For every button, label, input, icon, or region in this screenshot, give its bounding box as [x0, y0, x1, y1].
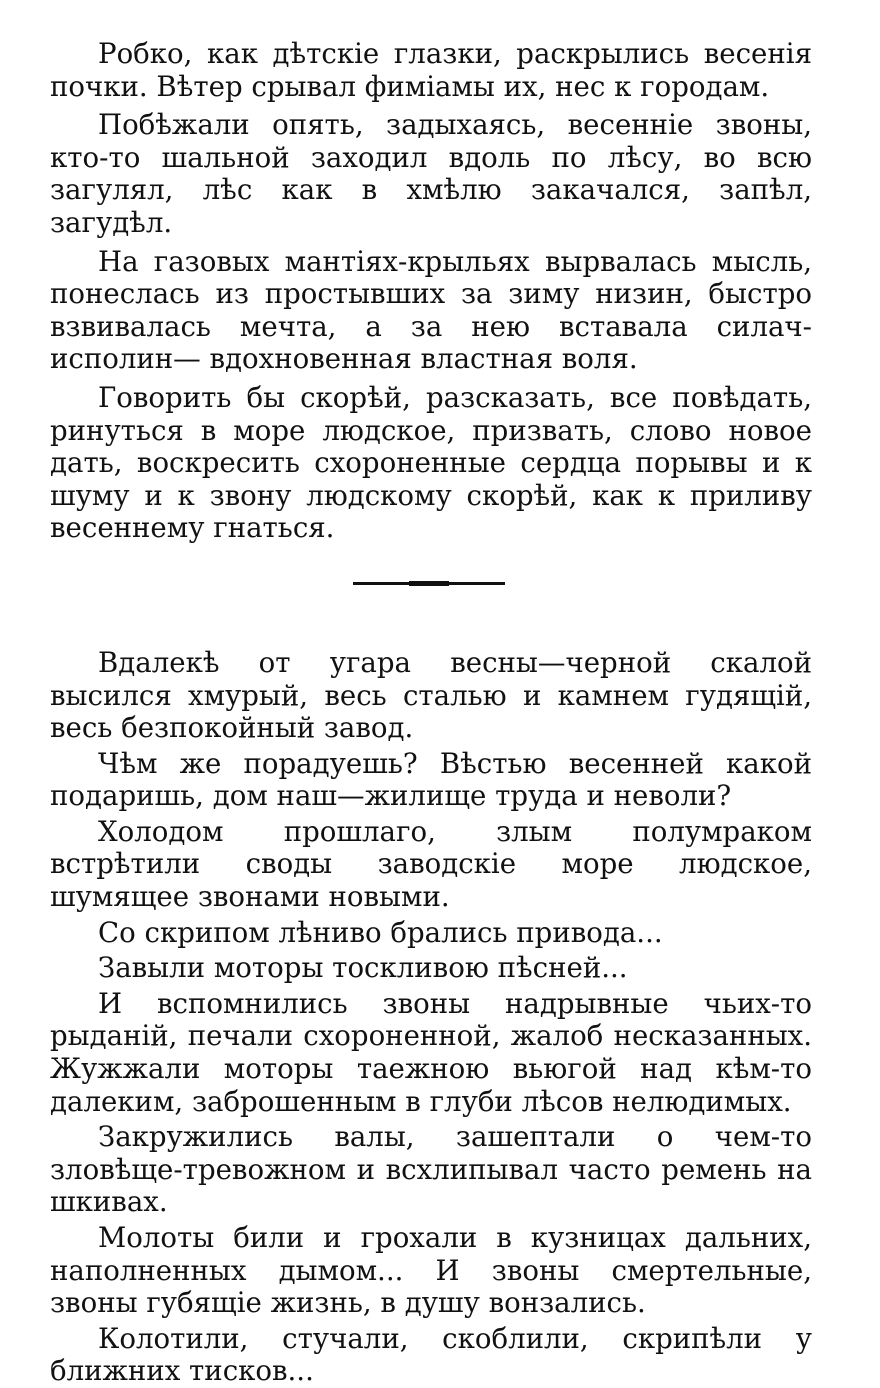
paragraph: Побѣжали опять, задыхаясь, весенніе звоны, кто-то шальной заходил вдоль по лѣсу, во всю загулял, лѣс как в хмѣлю закачался, запѣл, загудѣл.	[50, 108, 812, 239]
paragraph: И вспомнились звоны надрывные чьих-то рыданій, печали схороненной, жалоб несказанных. Жужжали моторы таежною вьюгой над кѣм-то далеким, заброшенным в глуби лѣсов нелюдимых.	[50, 986, 812, 1118]
paragraph: Вдалекѣ от угара весны—черной скалой высился хмурый, весь сталью и камнем гудящій, весь безпокойный завод.	[50, 645, 812, 745]
paragraph: Завыли моторы тоскливою пѣсней...	[98, 951, 628, 985]
paragraph: Холодом прошлаго, злым полумраком встрѣтили своды заводскіе море людское, шумящее звонами новыми.	[50, 814, 812, 914]
paragraph: Говорить бы скорѣй, разсказать, все повѣдать, ринуться в море людское, призвать, слово новое дать, воскресить схороненные сердца порывы и к шуму и к звону людскому скорѣй, как к приливу весеннему гнаться.	[50, 380, 812, 545]
text-section-factory	[50, 647, 812, 1388]
paragraph: Чѣм же порадуешь? Вѣстью весенней какой подаришь, дом наш—жилище труда и неволи?	[50, 746, 812, 813]
paragraph: Молоты били и грохали в кузницах дальних, наполненных дымом... И звоны смертельные, звоны губящіе жизнь, в душу вонзались.	[50, 1221, 812, 1320]
paragraph: Робко, как дѣтскіе глазки, раскрылись весенія почки. Вѣтер срывал фиміамы их, нес к городам.	[50, 37, 812, 103]
paragraph: Колотили, стучали, скоблили, скрипѣли у ближних тисков...	[50, 1321, 812, 1388]
paragraph: Закружились валы, зашептали о чем-то зловѣще-тревожном и всхлипывал часто ремень на шкивах.	[50, 1120, 812, 1219]
paragraph: Со скрипом лѣниво брались привода...	[98, 915, 663, 949]
section-divider	[353, 582, 505, 585]
divider-center-mark	[409, 581, 449, 586]
paragraph: На газовых мантіях-крыльях вырвалась мысль, понеслась из простывших за зиму низин, быстро взвивалась мечта, а за нею вставала силач-исполин— вдохновенная властная воля.	[50, 244, 812, 376]
text-section-spring	[50, 38, 812, 545]
